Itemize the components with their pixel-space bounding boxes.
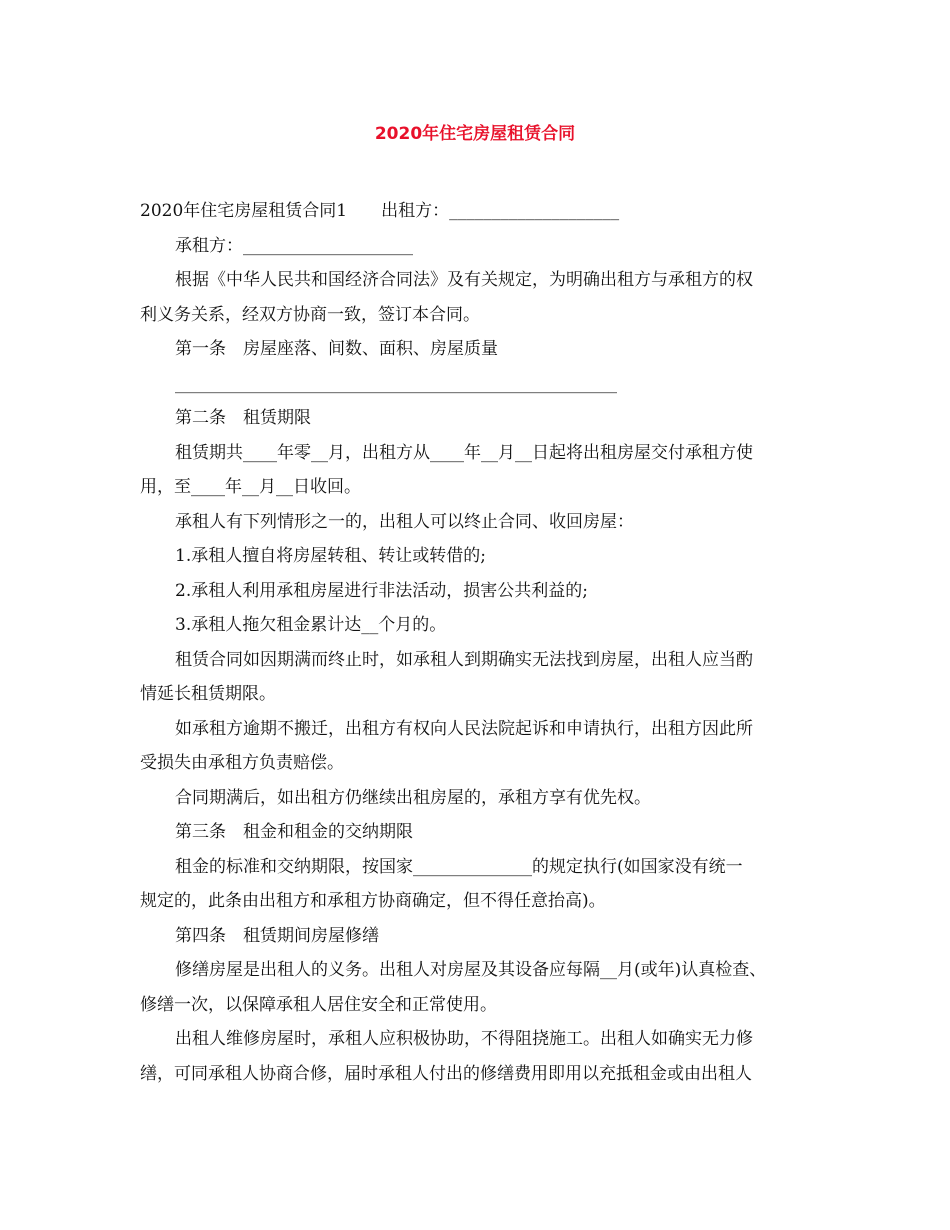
text-line: 情延长租赁期限。 bbox=[140, 684, 276, 704]
text-line: 规定的，此条由出租方和承租方协商确定，但不得任意抬高)。 bbox=[140, 891, 606, 911]
text-line: 如承租方逾期不搬迁，出租方有权向人民法院起诉和申请执行，出租方因此所 bbox=[175, 718, 753, 739]
text-line: 租金的标准和交纳期限，按国家______________的规定执行(如国家没有统一 bbox=[175, 856, 743, 877]
text-line: 根据《中华人民共和国经济合同法》及有关规定，为明确出租方与承租方的权 bbox=[175, 270, 753, 290]
text-line: 修缮房屋是出租人的义务。出租人对房屋及其设备应每隔__月(或年)认真检查、 bbox=[175, 960, 767, 980]
text-line: 第一条 房屋座落、间数、面积、房屋质量 bbox=[175, 339, 498, 359]
text-line: 出租人维修房屋时，承租人应积极协助，不得阻挠施工。出租人如确实无力修 bbox=[175, 1029, 753, 1049]
text-line: 缮，可同承租人协商合修，届时承租人付出的修缮费用即用以充抵租金或由出租人 bbox=[140, 1063, 752, 1084]
text-line: 租赁合同如因期满而终止时，如承租人到期确实无法找到房屋，出租人应当酌 bbox=[175, 649, 753, 670]
document-title: 2020年住宅房屋租赁合同 bbox=[374, 124, 576, 144]
document-body bbox=[140, 194, 820, 1091]
text-line: 1.承租人擅自将房屋转租、转让或转借的; bbox=[175, 546, 486, 566]
text-line: 利义务关系，经双方协商一致，签订本合同。 bbox=[140, 304, 480, 325]
text-line: 承租人有下列情形之一的，出租人可以终止合同、收回房屋： bbox=[175, 511, 634, 532]
text-line: 第四条 租赁期间房屋修缮 bbox=[175, 925, 379, 946]
text-line: 受损失由承租方负责赔偿。 bbox=[140, 753, 344, 773]
text-line: 第三条 租金和租金的交纳期限 bbox=[175, 822, 413, 842]
text-line: ____________________________________________________ bbox=[175, 373, 617, 394]
text-line: 2020年住宅房屋租赁合同1 出租方：____________________ bbox=[140, 201, 620, 221]
text-line: 第二条 租赁期限 bbox=[175, 408, 311, 428]
text-line: 合同期满后，如出租方仍继续出租房屋的，承租方享有优先权。 bbox=[175, 787, 651, 808]
text-line: 承租方：____________________ bbox=[175, 235, 413, 256]
text-line: 2.承租人利用承租房屋进行非法活动，损害公共利益的; bbox=[175, 580, 588, 601]
text-line: 修缮一次，以保障承租人居住安全和正常使用。 bbox=[140, 994, 497, 1015]
text-line: 3.承租人拖欠租金累计达__个月的。 bbox=[175, 615, 447, 635]
text-line: 租赁期共____年零__月，出租方从____年__月__日起将出租房屋交付承租方使 bbox=[175, 442, 753, 463]
text-line: 用，至____年__月__日收回。 bbox=[140, 477, 361, 497]
